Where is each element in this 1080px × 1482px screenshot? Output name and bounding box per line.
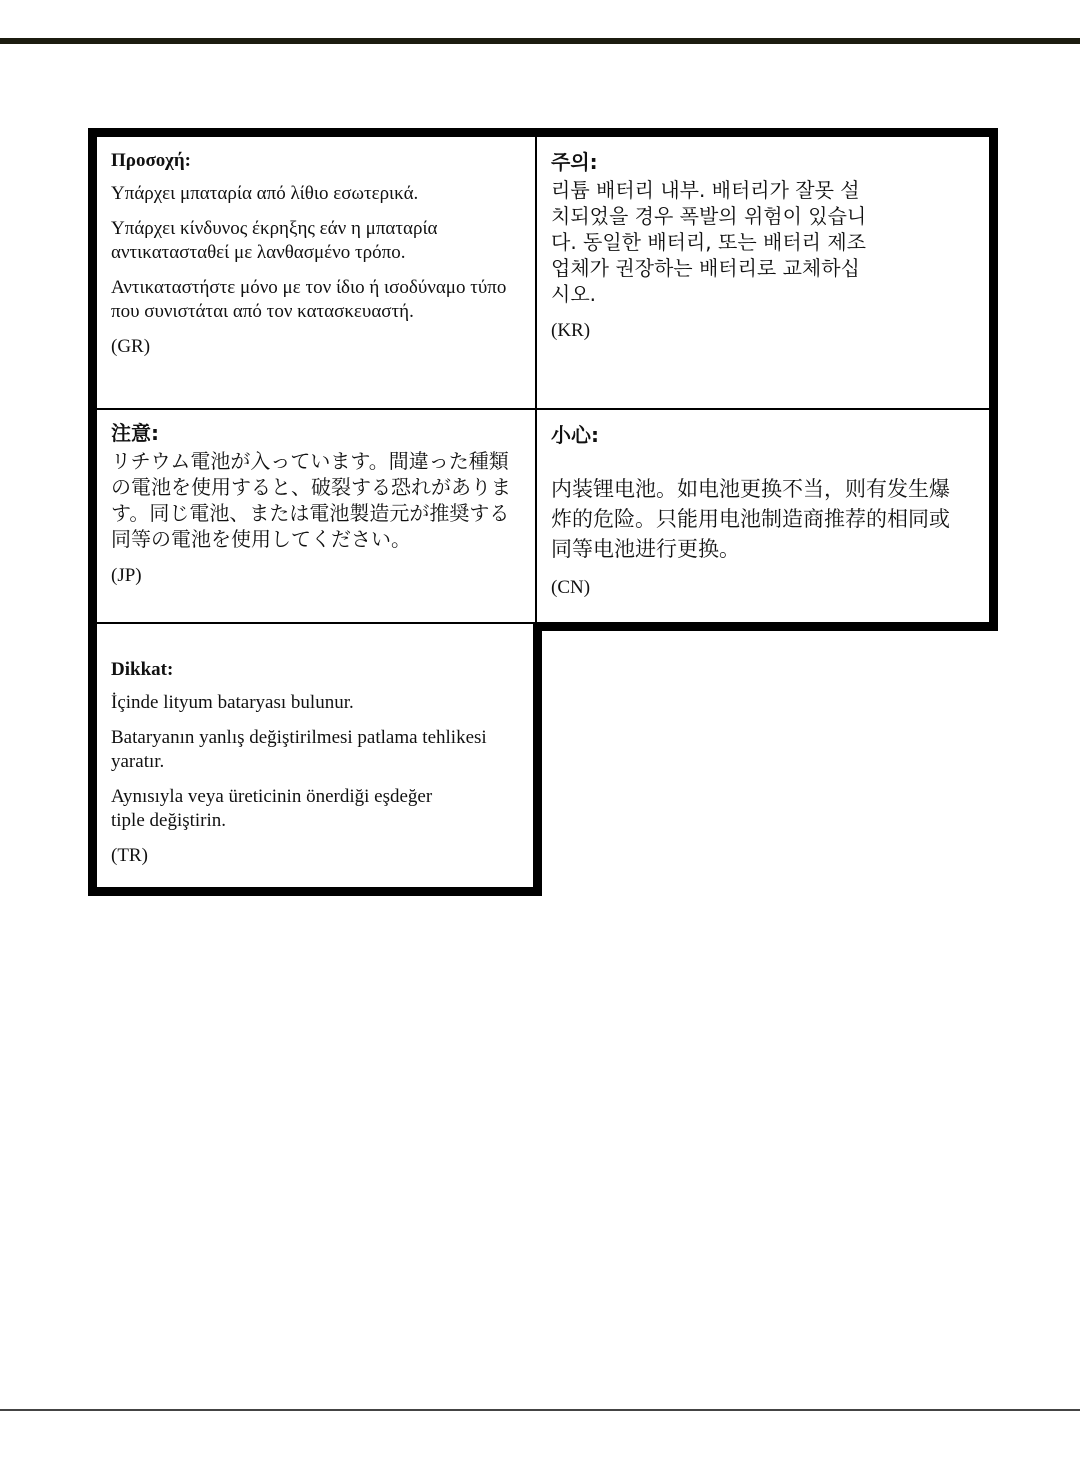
warning-line: Υπάρχει μπαταρία από λίθιο εσωτερικά. bbox=[111, 183, 419, 204]
footer-rule bbox=[0, 1409, 1080, 1411]
language-code: (GR) bbox=[111, 336, 151, 357]
warning-title: 주의: bbox=[551, 150, 598, 174]
warning-cell-turkish bbox=[97, 650, 533, 879]
warning-line: Υπάρχει κίνδυνος έκρηξης εάν η μπαταρία αντικατασταθεί με λανθασμένο τρόπο. bbox=[111, 218, 438, 263]
warning-title: Προσοχή: bbox=[111, 150, 191, 171]
warning-text: 리튬 배터리 내부. 배터리가 잘못 설치되었을 경우 폭발의 위험이 있습니다. 동일한 배터리, 또는 배터리 제조업체가 권장하는 배터리로 교체하십시오. bbox=[551, 178, 867, 306]
language-code: (CN) bbox=[551, 577, 591, 598]
language-code: (TR) bbox=[111, 845, 148, 866]
warning-title: 小心: bbox=[551, 423, 599, 447]
warning-line: İçinde lityum bataryası bulunur. bbox=[111, 692, 354, 713]
warning-title: Dikkat: bbox=[111, 659, 174, 680]
warning-line: Αντικαταστήστε μόνο με τον ίδιο ή ισοδύναμο τύπο που συνιστάται από τον κατασκευαστή. bbox=[111, 277, 507, 322]
warning-text: 内装锂电池。如电池更换不当，则有发生爆炸的危险。只能用电池制造商推荐的相同或同等电池进行更换。 bbox=[551, 477, 950, 561]
language-code: (JP) bbox=[111, 565, 142, 586]
warning-cell-korean bbox=[537, 141, 887, 355]
language-code: (KR) bbox=[551, 320, 591, 341]
warning-cell-greek bbox=[97, 141, 535, 370]
warning-text: リチウム電池が入っています。間違った種類の電池を使用すると、破裂する恐れがあります。同じ電池、または電池製造元が推奨する同等の電池を使用してください。 bbox=[111, 449, 511, 551]
warning-line: Aynısıyla veya üreticinin önerdiği eşdeğer tiple değiştirin. bbox=[111, 786, 433, 831]
warning-title: 注意: bbox=[111, 421, 159, 445]
warning-cell-chinese bbox=[537, 414, 977, 612]
warning-cell-japanese bbox=[97, 412, 535, 600]
header-rule bbox=[0, 38, 1080, 44]
warning-line: Bataryanın yanlış değiştirilmesi patlama tehlikesi yaratır. bbox=[111, 727, 487, 772]
